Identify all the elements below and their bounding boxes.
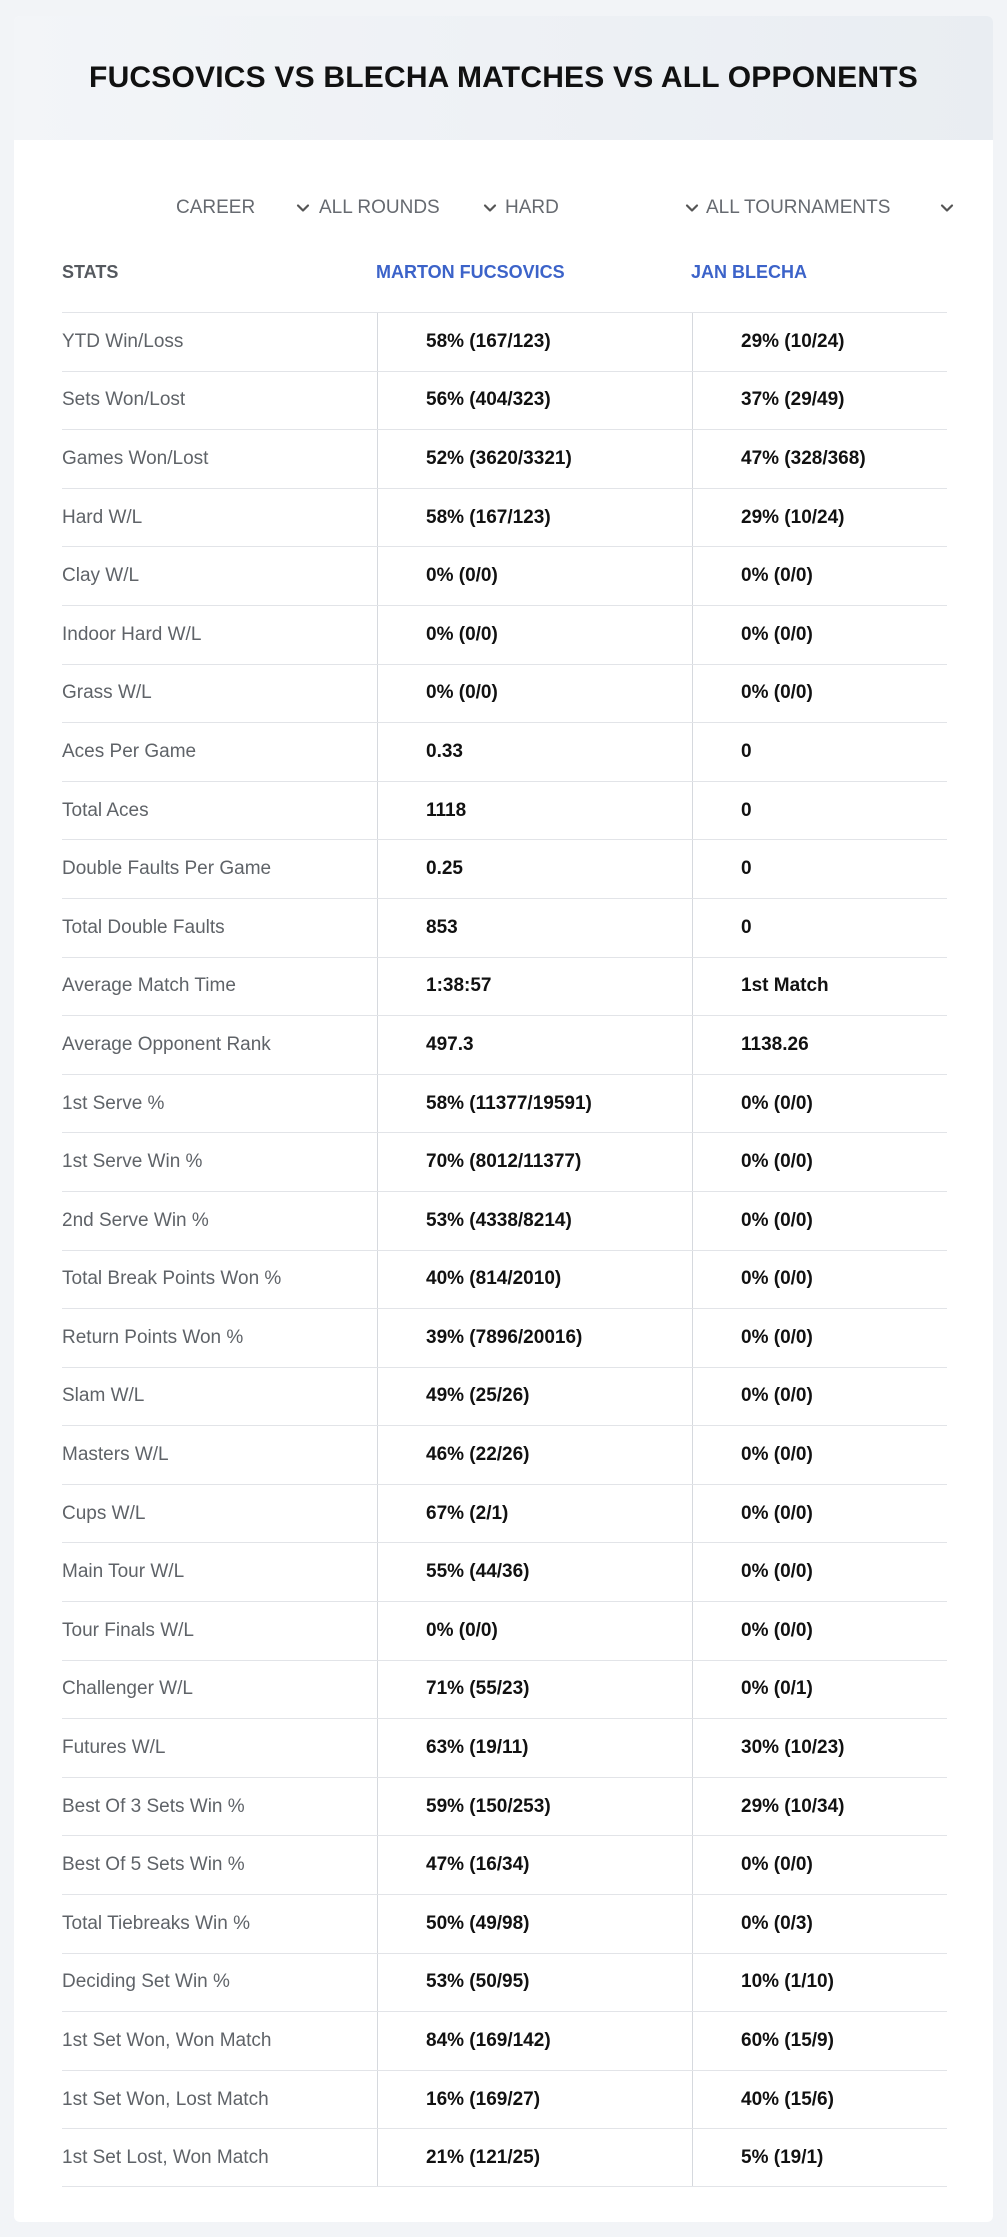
- player2-value: 30% (10/23): [692, 1719, 947, 1777]
- filter-bar: [14, 188, 993, 228]
- table-row: [62, 1132, 947, 1191]
- player2-value: 0% (0/0): [692, 665, 947, 723]
- table-row: [62, 898, 947, 957]
- table-row: [62, 781, 947, 840]
- period-select[interactable]: [176, 188, 312, 228]
- player2-value: 0% (0/0): [692, 547, 947, 605]
- column-header-player2[interactable]: JAN BLECHA: [691, 262, 808, 282]
- player2-value: 0: [692, 723, 947, 781]
- player1-value: 59% (150/253): [377, 1778, 692, 1836]
- player1-value: 50% (49/98): [377, 1895, 692, 1953]
- player2-value: 29% (10/34): [692, 1778, 947, 1836]
- player2-value: 0% (0/0): [692, 1602, 947, 1660]
- table-row: [62, 1835, 947, 1894]
- stat-label: Deciding Set Win %: [62, 1971, 230, 1993]
- player2-value: 0% (0/0): [692, 1133, 947, 1191]
- player1-value: 0% (0/0): [377, 606, 692, 664]
- stat-label: Masters W/L: [62, 1444, 169, 1466]
- table-row: [62, 1250, 947, 1309]
- surface-select-value: HARD: [505, 197, 559, 218]
- table-row: [62, 2128, 947, 2187]
- player2-value: 0% (0/0): [692, 1368, 947, 1426]
- table-row: [62, 429, 947, 488]
- table-header: [62, 252, 947, 292]
- column-header-player1[interactable]: MARTON FUCSOVICS: [376, 262, 565, 282]
- tournament-select[interactable]: [706, 188, 956, 228]
- table-row: [62, 1660, 947, 1719]
- table-row: [62, 1777, 947, 1836]
- player1-value: 53% (50/95): [377, 1954, 692, 2012]
- table-row: [62, 371, 947, 430]
- stat-label: 1st Set Lost, Won Match: [62, 2146, 269, 2168]
- stat-label: Best Of 3 Sets Win %: [62, 1795, 245, 1817]
- stat-label: Return Points Won %: [62, 1326, 244, 1348]
- player2-value: 0% (0/0): [692, 606, 947, 664]
- table-row: [62, 1894, 947, 1953]
- stat-label: Total Aces: [62, 799, 149, 821]
- player1-value: 53% (4338/8214): [377, 1192, 692, 1250]
- player1-value: 52% (3620/3321): [377, 430, 692, 488]
- surface-select[interactable]: [505, 188, 701, 228]
- stat-label: YTD Win/Loss: [62, 330, 184, 352]
- player2-value: 40% (15/6): [692, 2071, 947, 2129]
- player2-value: 29% (10/24): [692, 313, 947, 371]
- player1-value: 84% (169/142): [377, 2012, 692, 2070]
- player2-value: 0% (0/0): [692, 1485, 947, 1543]
- player2-value: 0% (0/0): [692, 1075, 947, 1133]
- tournament-select-value: ALL TOURNAMENTS: [706, 197, 891, 218]
- table-row: [62, 1191, 947, 1250]
- stat-label: Sets Won/Lost: [62, 389, 186, 411]
- player2-value: 0% (0/0): [692, 1251, 947, 1309]
- stat-label: Hard W/L: [62, 506, 143, 528]
- stat-label: Best Of 5 Sets Win %: [62, 1854, 245, 1876]
- player1-value: 63% (19/11): [377, 1719, 692, 1777]
- round-select[interactable]: [319, 188, 499, 228]
- stat-label: Total Double Faults: [62, 916, 225, 938]
- column-header-stats: STATS: [62, 262, 119, 282]
- player1-value: 0.33: [377, 723, 692, 781]
- player2-value: 0% (0/3): [692, 1895, 947, 1953]
- player1-value: 49% (25/26): [377, 1368, 692, 1426]
- stat-label: 1st Serve %: [62, 1092, 165, 1114]
- stat-label: Total Break Points Won %: [62, 1268, 282, 1290]
- table-row: [62, 546, 947, 605]
- stat-label: Games Won/Lost: [62, 447, 209, 469]
- stat-label: Average Opponent Rank: [62, 1033, 271, 1055]
- stat-label: Average Match Time: [62, 975, 236, 997]
- table-row: [62, 312, 947, 371]
- player2-value: 60% (15/9): [692, 2012, 947, 2070]
- player2-value: 0% (0/0): [692, 1836, 947, 1894]
- table-row: [62, 957, 947, 1016]
- stat-label: Double Faults Per Game: [62, 858, 272, 880]
- player2-value: 29% (10/24): [692, 489, 947, 547]
- player1-value: 58% (167/123): [377, 313, 692, 371]
- table-row: [62, 2011, 947, 2070]
- player2-value: 1st Match: [692, 958, 947, 1016]
- player1-value: 46% (22/26): [377, 1426, 692, 1484]
- player1-value: 70% (8012/11377): [377, 1133, 692, 1191]
- player2-value: 0% (0/0): [692, 1309, 947, 1367]
- player1-value: 56% (404/323): [377, 372, 692, 430]
- player1-value: 47% (16/34): [377, 1836, 692, 1894]
- stat-label: Challenger W/L: [62, 1678, 193, 1700]
- player1-value: 58% (11377/19591): [377, 1075, 692, 1133]
- player1-value: 0% (0/0): [377, 547, 692, 605]
- table-row: [62, 605, 947, 664]
- page-title: FUCSOVICS VS BLECHA MATCHES VS ALL OPPONENTS: [89, 61, 918, 94]
- player1-value: 0% (0/0): [377, 665, 692, 723]
- player2-value: 0: [692, 782, 947, 840]
- player2-value: 5% (19/1): [692, 2129, 947, 2186]
- player2-value: 0% (0/1): [692, 1661, 947, 1719]
- table-row: [62, 664, 947, 723]
- player1-value: 853: [377, 899, 692, 957]
- chevron-down-icon: [938, 199, 956, 217]
- table-row: [62, 1074, 947, 1133]
- table-row: [62, 722, 947, 781]
- stat-label: Clay W/L: [62, 565, 140, 587]
- stat-label: Tour Finals W/L: [62, 1619, 194, 1641]
- player1-value: 39% (7896/20016): [377, 1309, 692, 1367]
- player1-value: 0% (0/0): [377, 1602, 692, 1660]
- table-row: [62, 1425, 947, 1484]
- table-row: [62, 1601, 947, 1660]
- chevron-down-icon: [481, 199, 499, 217]
- player2-value: 0% (0/0): [692, 1543, 947, 1601]
- table-row: [62, 1308, 947, 1367]
- table-row: [62, 2070, 947, 2129]
- stat-label: 1st Serve Win %: [62, 1151, 203, 1173]
- stats-card: [14, 16, 993, 2222]
- table-row: [62, 1718, 947, 1777]
- period-select-value: CAREER: [176, 197, 256, 218]
- player1-value: 1118: [377, 782, 692, 840]
- card-header: [14, 16, 993, 140]
- player2-value: 0% (0/0): [692, 1426, 947, 1484]
- stat-label: Cups W/L: [62, 1502, 146, 1524]
- player2-value: 0: [692, 840, 947, 898]
- table-row: [62, 1015, 947, 1074]
- player2-value: 0% (0/0): [692, 1192, 947, 1250]
- stat-label: Futures W/L: [62, 1737, 166, 1759]
- stat-label: 1st Set Won, Won Match: [62, 2030, 272, 2052]
- player1-value: 21% (121/25): [377, 2129, 692, 2186]
- stat-label: 1st Set Won, Lost Match: [62, 2088, 269, 2110]
- stat-label: Main Tour W/L: [62, 1561, 185, 1583]
- chevron-down-icon: [294, 199, 312, 217]
- player2-value: 47% (328/368): [692, 430, 947, 488]
- table-row: [62, 1484, 947, 1543]
- player2-value: 37% (29/49): [692, 372, 947, 430]
- player1-value: 0.25: [377, 840, 692, 898]
- player2-value: 10% (1/10): [692, 1954, 947, 2012]
- stat-label: Total Tiebreaks Win %: [62, 1912, 250, 1934]
- player1-value: 40% (814/2010): [377, 1251, 692, 1309]
- stat-label: Grass W/L: [62, 682, 152, 704]
- table-row: [62, 1953, 947, 2012]
- player1-value: 71% (55/23): [377, 1661, 692, 1719]
- player1-value: 497.3: [377, 1016, 692, 1074]
- player2-value: 1138.26: [692, 1016, 947, 1074]
- stat-label: Aces Per Game: [62, 740, 197, 762]
- player1-value: 58% (167/123): [377, 489, 692, 547]
- player1-value: 16% (169/27): [377, 2071, 692, 2129]
- table-row: [62, 839, 947, 898]
- player1-value: 67% (2/1): [377, 1485, 692, 1543]
- player1-value: 55% (44/36): [377, 1543, 692, 1601]
- chevron-down-icon: [683, 199, 701, 217]
- player1-value: 1:38:57: [377, 958, 692, 1016]
- round-select-value: ALL ROUNDS: [319, 197, 440, 218]
- stat-label: Slam W/L: [62, 1385, 145, 1407]
- stat-label: 2nd Serve Win %: [62, 1209, 209, 1231]
- table-row: [62, 1367, 947, 1426]
- table-row: [62, 1542, 947, 1601]
- table-row: [62, 488, 947, 547]
- stats-table: [62, 312, 947, 2187]
- stat-label: Indoor Hard W/L: [62, 623, 202, 645]
- player2-value: 0: [692, 899, 947, 957]
